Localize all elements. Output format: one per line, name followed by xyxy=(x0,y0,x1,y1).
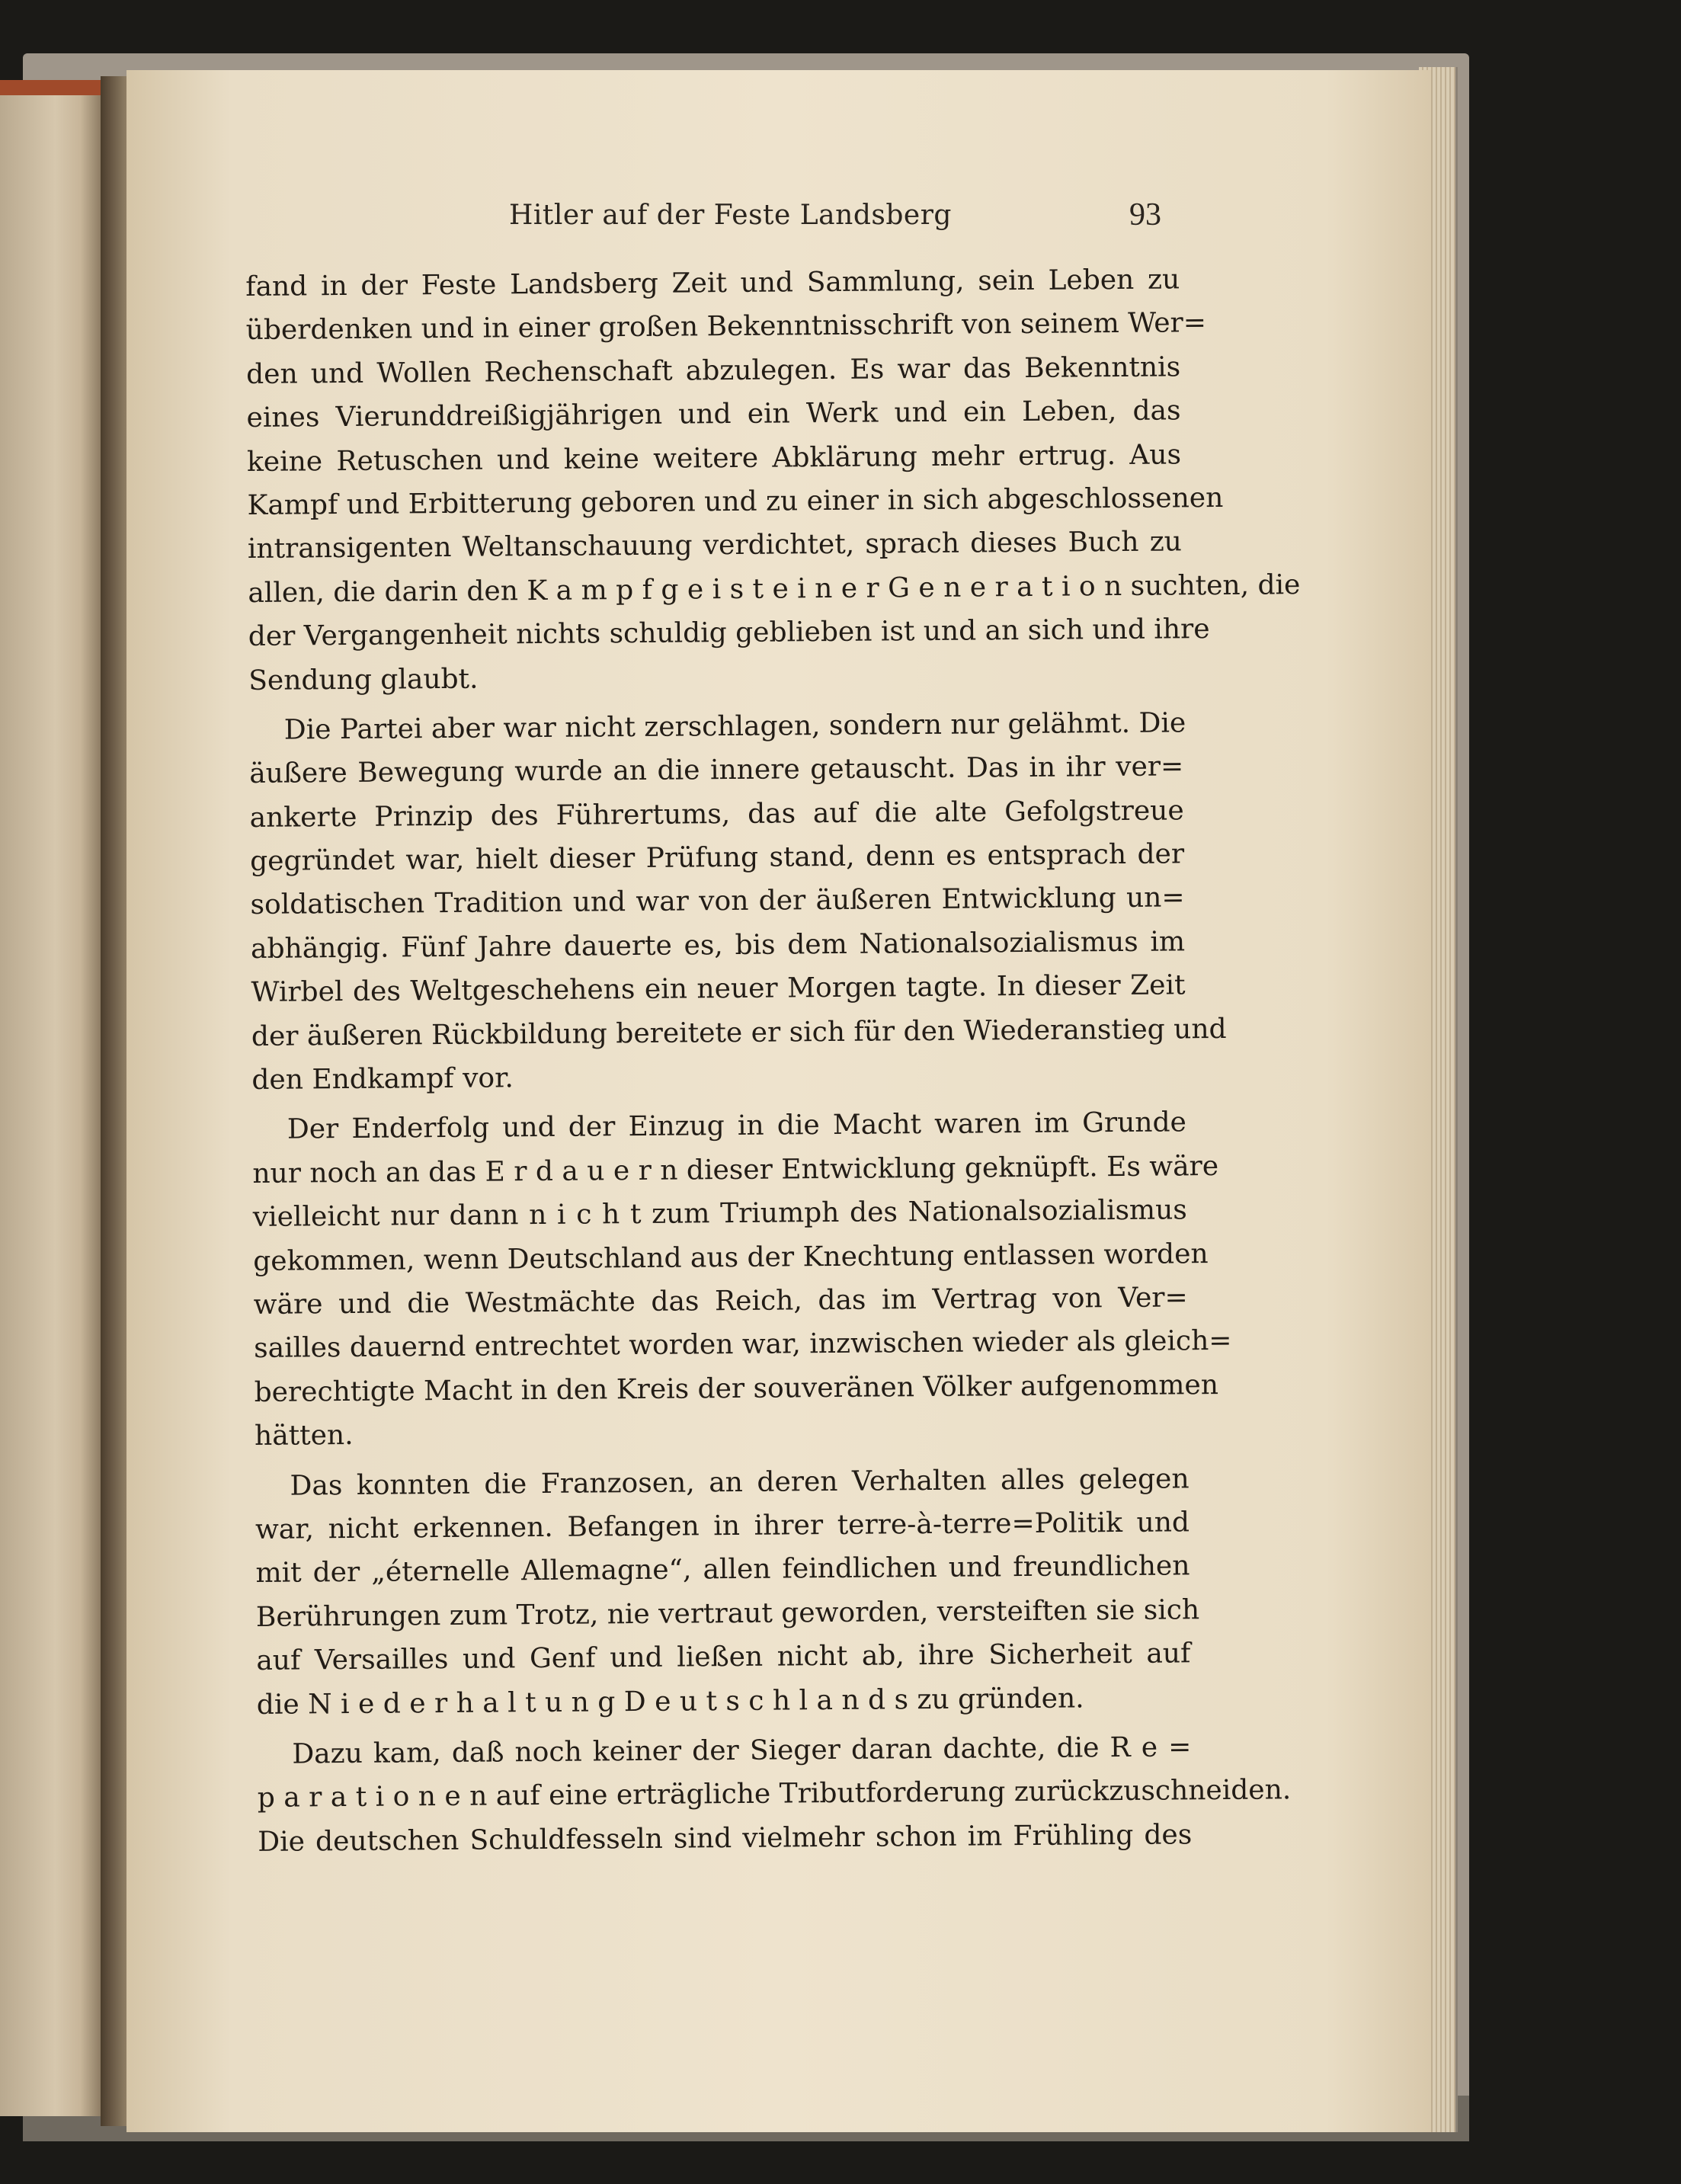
text-line: intransigenten Weltanschauung verdichtet, sprach dieses Buch zu xyxy=(247,526,1183,565)
red-top-edge xyxy=(0,80,101,95)
text-line: allen, die darin den K a m p f g e i s t e i n e r G e n e r a t i o n suchten, die xyxy=(248,568,1301,609)
text-line: Die Partei aber war nicht zerschlagen, sondern nur gelähmt. Die xyxy=(283,707,1186,746)
text-line: gekommen, wenn Deutschland aus der Knechtung entlassen worden xyxy=(253,1238,1209,1277)
text-line: soldatischen Tradition und war von der äußeren Entwicklung un= xyxy=(250,882,1185,921)
text-line: vielleicht nur dann n i c h t zum Triumph des Nationalsozialismus xyxy=(252,1194,1187,1234)
text-line: der Vergangenheit nichts schuldig geblieben ist und an sich und ihre xyxy=(248,613,1210,653)
running-head: Hitler auf der Feste Landsberg xyxy=(509,200,952,231)
text-line: Dazu kam, daß noch keiner der Sieger daran dachte, die R e = xyxy=(292,1731,1192,1770)
text-line: abhängig. Fünf Jahre dauerte es, bis dem Nationalsozialismus im xyxy=(250,926,1186,965)
text-line: gegründet war, hielt dieser Prüfung stand, denn es entsprach der xyxy=(249,838,1185,878)
text-line: äußere Bewegung wurde an die innere getauscht. Das in ihr ver= xyxy=(249,751,1184,790)
text-line: die N i e d e r h a l t u n g D e u t s c h l a n d s zu gründen. xyxy=(256,1682,1084,1721)
text-line: Sendung glaubt. xyxy=(248,663,479,697)
text-line: Kampf und Erbitterung geboren und zu einer in sich abgeschlossenen xyxy=(247,482,1224,521)
text-line: eines Vierunddreißigjährigen und ein Werk und ein Leben, das xyxy=(246,395,1181,434)
text-line: der äußeren Rückbildung bereitete er sich für den Wiederanstieg und xyxy=(251,1013,1227,1052)
text-line: mit der „éternelle Allemagne“, allen feindlichen und freundlichen xyxy=(255,1550,1190,1590)
text-line: auf Versailles und Genf und ließen nicht ab, ihre Sicherheit auf xyxy=(256,1638,1191,1677)
page-number: 93 xyxy=(1129,197,1161,232)
text-line: Das konnten die Franzosen, an deren Verhalten alles gelegen xyxy=(290,1462,1190,1502)
text-line: sailles dauernd entrechtet worden war, inzwischen wieder als gleich= xyxy=(254,1325,1232,1365)
text-line: den Endkampf vor. xyxy=(251,1062,514,1096)
text-line: war, nicht erkennen. Befangen in ihrer terre-à-terre=Politik und xyxy=(255,1507,1190,1545)
text-line: ankerte Prinzip des Führertums, das auf die alte Gefolgstreue xyxy=(249,795,1184,834)
text-line: Berührungen zum Trotz, nie vertraut geworden, versteiften sie sich xyxy=(255,1593,1200,1633)
text-line: keine Retuschen und keine weitere Abklärung mehr ertrug. Aus xyxy=(246,438,1182,478)
text-line: wäre und die Westmächte das Reich, das im Vertrag von Ver= xyxy=(253,1282,1188,1321)
text-line: hätten. xyxy=(254,1420,354,1452)
left-page-edge xyxy=(0,80,104,2116)
text-line: fand in der Feste Landsberg Zeit und Sammlung, sein Leben zu xyxy=(245,264,1180,303)
text-line: berechtigte Macht in den Kreis der souveränen Völker aufgenommen xyxy=(254,1369,1219,1408)
text-line: Wirbel des Weltgeschehens ein neuer Morgen tagte. In dieser Zeit xyxy=(251,969,1186,1009)
text-line: Die deutschen Schuldfesseln sind vielmehr schon im Frühling des xyxy=(258,1818,1193,1858)
text-line: nur noch an das E r d a u e r n dieser Entwicklung geknüpft. Es wäre xyxy=(252,1150,1219,1190)
text-line: überdenken und in einer großen Bekenntnisschrift von seinem Wer= xyxy=(245,307,1207,347)
body-text xyxy=(245,258,1301,1864)
text-line: p a r a t i o n e n auf eine erträgliche Tributforderung zurückzuschneiden. xyxy=(257,1774,1292,1814)
text-line: den und Wollen Rechenschaft abzulegen. Es war das Bekenntnis xyxy=(245,351,1181,390)
text-line: Der Enderfolg und der Einzug in die Macht waren im Grunde xyxy=(287,1106,1187,1146)
